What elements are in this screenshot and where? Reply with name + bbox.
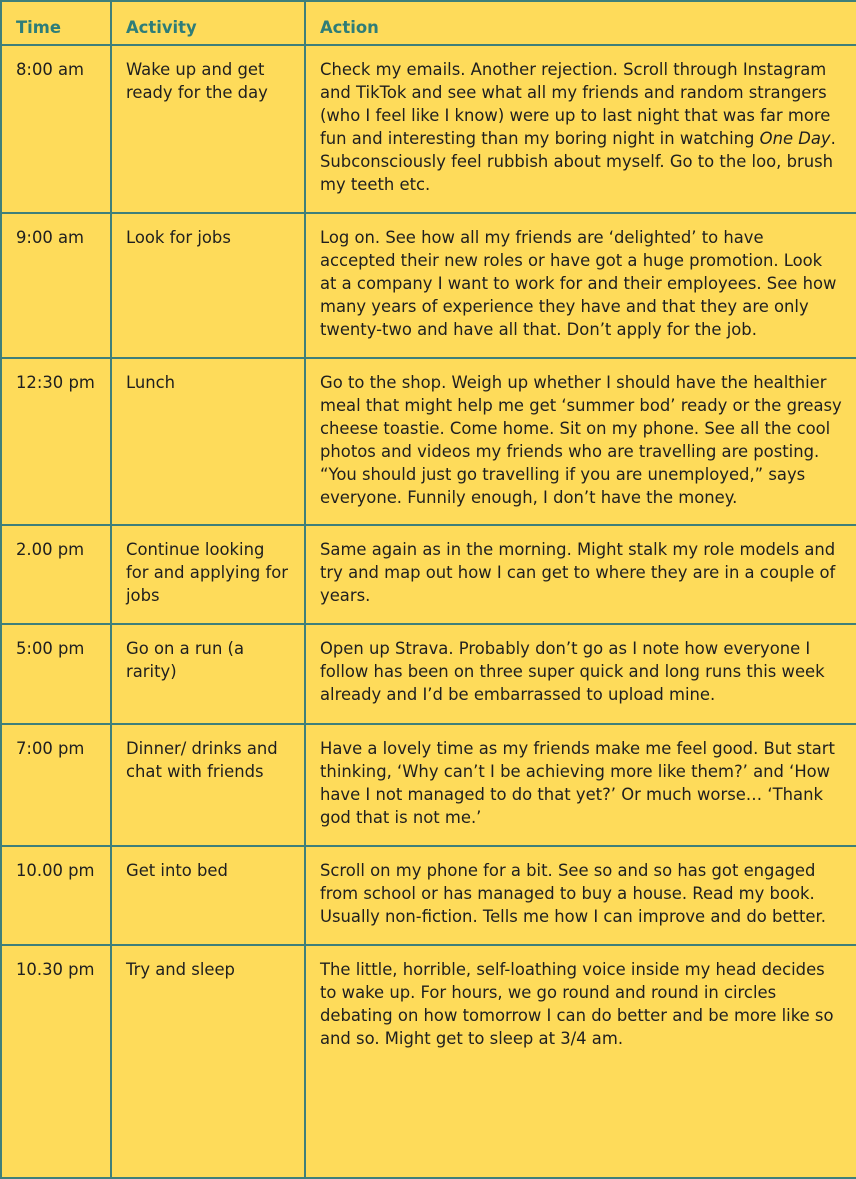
time-cell: 12:30 pm <box>1 358 111 525</box>
header-row <box>1 1 856 45</box>
action-text: . Subconsciously feel rubbish about myself. Go to the loo, brush my teeth etc. <box>320 129 836 194</box>
action-cell: Go to the shop. Weigh up whether I should have the healthier meal that might help me get ‘summer bod’ ready or the greasy cheese toastie. Come home. Sit on my phone. See all the cool photos and videos my friends who are travelling are posting. “You should just go travelling if you are unemployed,” says everyone. Funnily enough, I don’t have the money. <box>305 358 856 525</box>
time-cell: 7:00 pm <box>1 724 111 846</box>
header-activity: Activity <box>111 1 305 45</box>
header-action: Action <box>305 1 856 45</box>
table-row <box>1 624 856 724</box>
table-row <box>1 45 856 213</box>
time-cell: 5:00 pm <box>1 624 111 724</box>
action-cell: Same again as in the morning. Might stalk my role models and try and map out how I can get to where they are in a couple of years. <box>305 525 856 624</box>
table-row <box>1 945 856 1178</box>
action-title-italic: One Day <box>759 129 831 148</box>
activity-cell: Continue looking for and applying for jobs <box>111 525 305 624</box>
action-cell <box>305 45 856 213</box>
time-cell: 8:00 am <box>1 45 111 213</box>
time-cell: 10.00 pm <box>1 846 111 945</box>
table-row <box>1 358 856 525</box>
action-cell: Scroll on my phone for a bit. See so and so has got engaged from school or has managed to buy a house. Read my book. Usually non-fiction. Tells me how I can improve and do better. <box>305 846 856 945</box>
activity-cell: Try and sleep <box>111 945 305 1178</box>
activity-cell: Wake up and get ready for the day <box>111 45 305 213</box>
activity-cell: Go on a run (a rarity) <box>111 624 305 724</box>
action-cell: Open up Strava. Probably don’t go as I note how everyone I follow has been on three super quick and long runs this week already and I’d be embarrassed to upload mine. <box>305 624 856 724</box>
activity-cell: Lunch <box>111 358 305 525</box>
time-cell: 2.00 pm <box>1 525 111 624</box>
action-cell: Have a lovely time as my friends make me feel good. But start thinking, ‘Why can’t I be achieving more like them?’ and ‘How have I not managed to do that yet?’ Or much worse… ‘Thank god that is not me.’ <box>305 724 856 846</box>
activity-cell: Dinner/ drinks and chat with friends <box>111 724 305 846</box>
table-row <box>1 846 856 945</box>
action-cell: Log on. See how all my friends are ‘delighted’ to have accepted their new roles or have got a huge promotion. Look at a company I want to work for and their employees. See how many years of experience they have and that they are only twenty-two and have all that. Don’t apply for the job. <box>305 213 856 358</box>
activity-cell: Get into bed <box>111 846 305 945</box>
time-cell: 10.30 pm <box>1 945 111 1178</box>
table-row <box>1 213 856 358</box>
time-cell: 9:00 am <box>1 213 111 358</box>
activity-cell: Look for jobs <box>111 213 305 358</box>
table-row <box>1 724 856 846</box>
action-text: Check my emails. Another rejection. Scroll through Instagram and TikTok and see what all my friends and random strangers (who I feel like I know) were up to last night that was far more fun and interesting than my boring night in watching <box>320 60 831 148</box>
header-time: Time <box>1 1 111 45</box>
action-cell: The little, horrible, self-loathing voice inside my head decides to wake up. For hours, we go round and round in circles debating on how tomorrow I can do better and be more like so and so. Might get to sleep at 3/4 am. <box>305 945 856 1178</box>
table-row <box>1 525 856 624</box>
